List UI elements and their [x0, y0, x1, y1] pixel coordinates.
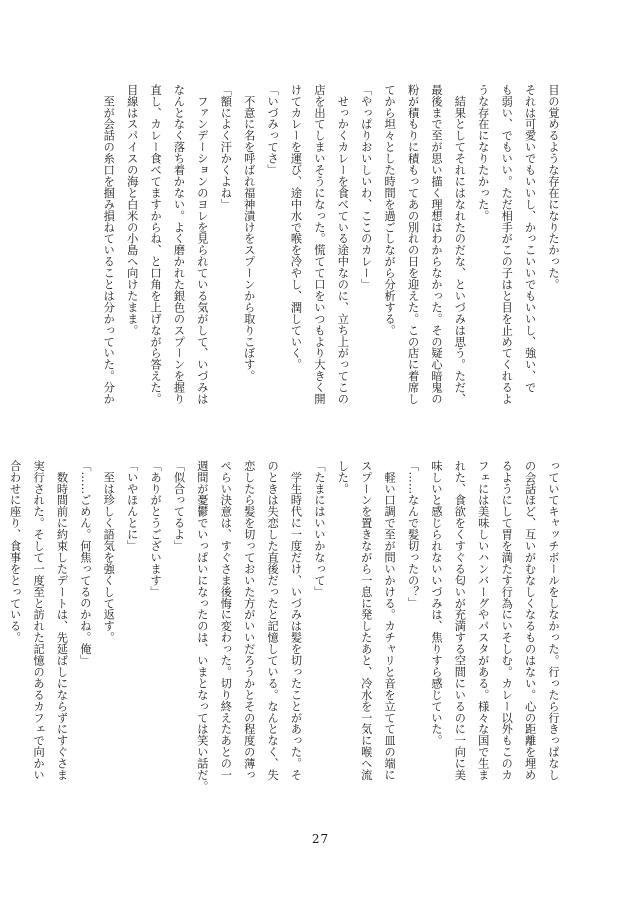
- text-line: 恋したら髪を切っておいた方がいいだろうかとその程度の薄っ: [242, 460, 256, 781]
- text-line: 合わせに座り、食事をとっている。: [8, 460, 22, 644]
- text-line: も弱い、でもいい。ただ相手がこの子はと目を止めてくれるよ: [500, 84, 514, 405]
- text-line: けてカレーを運び、途中水で喉を冷やし、潤していく。: [289, 84, 303, 371]
- upper-text-block: [70, 84, 565, 424]
- text-line: 実行された。そして一度至と訪れた記憶のあるカフェで向かい: [32, 460, 46, 781]
- page-number: 27: [311, 832, 330, 846]
- text-line: 店を出てしまいそうになった。慌てて口をいつもより大きく開: [312, 84, 326, 405]
- text-line: ぺらい決意は、すぐさま後悔に変わった。切り終えたあとの一: [219, 460, 233, 781]
- text-line: の会話ほど、互いがむなしくなるものはない。心の距離を埋め: [523, 460, 537, 781]
- text-line: るようにして胃を満たす行為にいそしむ。カレー以外もこのカ: [500, 460, 514, 781]
- text-line: 数時間前に約束したデートは、先延ばしにならずにすぐさま: [55, 460, 69, 781]
- text-line: 「たまにはいいかなって」: [312, 460, 326, 598]
- text-line: のときは失恋した直後だったと記憶している。なんとなく、失: [266, 460, 280, 781]
- text-line: スプーンを置きながら一息に発したあと、冷水を一気に喉へ流: [359, 460, 373, 781]
- text-line: 不意に名を呼ばれ福神漬けをスプーンから取りこぼす。: [242, 84, 256, 382]
- text-line: れた、食欲をくすぐる匂いが充満する空間にいるのに一向に美: [453, 460, 467, 781]
- text-line: うな存在になりたかった。: [476, 84, 490, 222]
- text-line: 「……なんで髪切ったの？」: [406, 460, 420, 609]
- text-line: 粉が積もりに積もってあの別れの日を迎えた。この店に着席し: [406, 84, 420, 405]
- text-line: 「……ごめん。何焦ってるのかね。俺」: [78, 460, 92, 667]
- text-line: 「やっぱりおいしいわ、ここのカレー」: [359, 84, 373, 291]
- text-line: 「いやほんとに」: [125, 460, 139, 552]
- text-line: 至は珍しく語気を強くして返す。: [102, 460, 116, 644]
- text-line: フェには美味しいハンバーグやパスタがある。様々な国で生ま: [476, 460, 490, 781]
- text-line: 学生時代に一度だけ、いづみは髪を切ったことがあった。そ: [289, 460, 303, 781]
- text-line: 「ありがとうございます」: [149, 460, 163, 598]
- text-line: てから坦々とした時間を過ごしながら分析する。: [383, 84, 397, 336]
- text-line: 結果としてそれにはなれたのだな、といづみは思う。ただ、: [453, 84, 467, 405]
- text-line: それは可愛いでもいいし、かっこいいでもいいし、強い、で: [523, 84, 537, 394]
- text-line: 直し、カレー食べてますからね、と口角を上げながら答えた。: [149, 84, 163, 405]
- text-line: [0, 460, 3, 800]
- text-line: っていてキャッチボールをしなかった。行ったら行きっぱなし: [547, 460, 560, 781]
- text-line: 「いづみってさ」: [266, 84, 280, 176]
- text-line: 「似合ってるよ」: [172, 460, 186, 552]
- text-line: 目線はスパイスの海と白米の小島へ向けたまま。: [125, 84, 139, 336]
- lower-text-block: [8, 460, 565, 800]
- text-line: 味しいと感じられないいづみは、焦りすら感じていた。: [429, 460, 443, 747]
- text-line: 目の覚めるような存在になりたかった。: [547, 84, 560, 291]
- text-line: 至が会話の糸口を掴み損ねていることは分かっていた。分か: [102, 84, 116, 405]
- text-line: せっかくカレーを食べている途中なのに、立ち上がってこの: [336, 84, 350, 405]
- text-line: ファンデーションのヨレを見られている気がして、いづみは: [195, 84, 209, 405]
- text-line: 軽い口調で至が問いかける。カチャリと音を立てて皿の端に: [383, 460, 397, 781]
- text-line: 「額によく汗かくよね」: [219, 84, 233, 210]
- text-line: 最後まで至が思い描く理想はわからなかった。その疑心暗鬼の: [429, 84, 443, 405]
- text-line: 週間が憂鬱でいっぱいになったのは、いまとなっては笑い話だ。: [195, 460, 209, 793]
- text-line: した。: [336, 460, 350, 495]
- text-line: なんとなく落ち着かない。よく磨かれた銀色のスプーンを握り: [172, 84, 186, 405]
